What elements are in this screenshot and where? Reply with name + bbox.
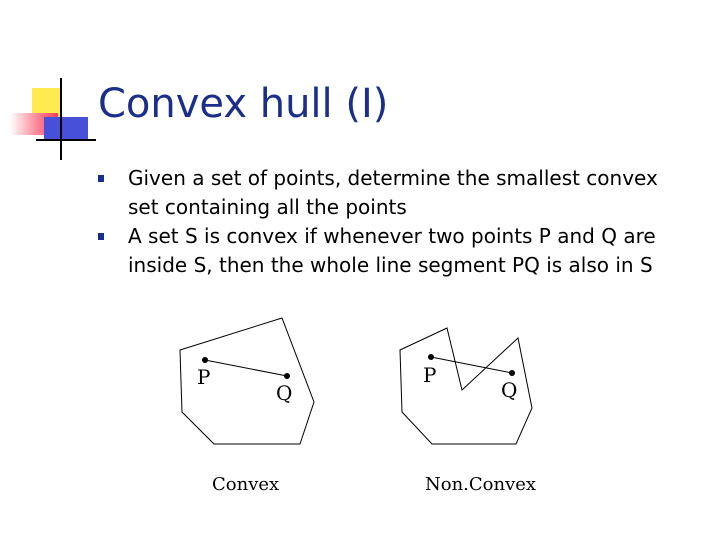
nonconvex-caption: Non.Convex bbox=[425, 474, 537, 495]
slide-title: Convex hull (I) bbox=[98, 81, 389, 127]
convex-caption: Convex bbox=[212, 474, 280, 495]
segment-pq bbox=[431, 357, 512, 373]
point-p-label: P bbox=[197, 365, 211, 389]
bullet-text: Given a set of points, determine the smallest convex set containing all the points bbox=[128, 166, 658, 219]
point-q-dot bbox=[284, 373, 290, 379]
point-q-label: Q bbox=[276, 381, 293, 405]
point-p-dot bbox=[202, 357, 208, 363]
point-p-dot bbox=[428, 354, 434, 360]
point-p-label: P bbox=[423, 363, 437, 387]
point-q-dot bbox=[509, 370, 515, 376]
bullet-text: A set S is convex if whenever two points P and Q are inside S, then the whole line segment PQ is also in S bbox=[128, 224, 656, 277]
nonconvex-example bbox=[400, 328, 536, 495]
convex-example bbox=[180, 318, 314, 495]
segment-pq bbox=[205, 360, 287, 376]
point-q-label: Q bbox=[501, 378, 518, 402]
